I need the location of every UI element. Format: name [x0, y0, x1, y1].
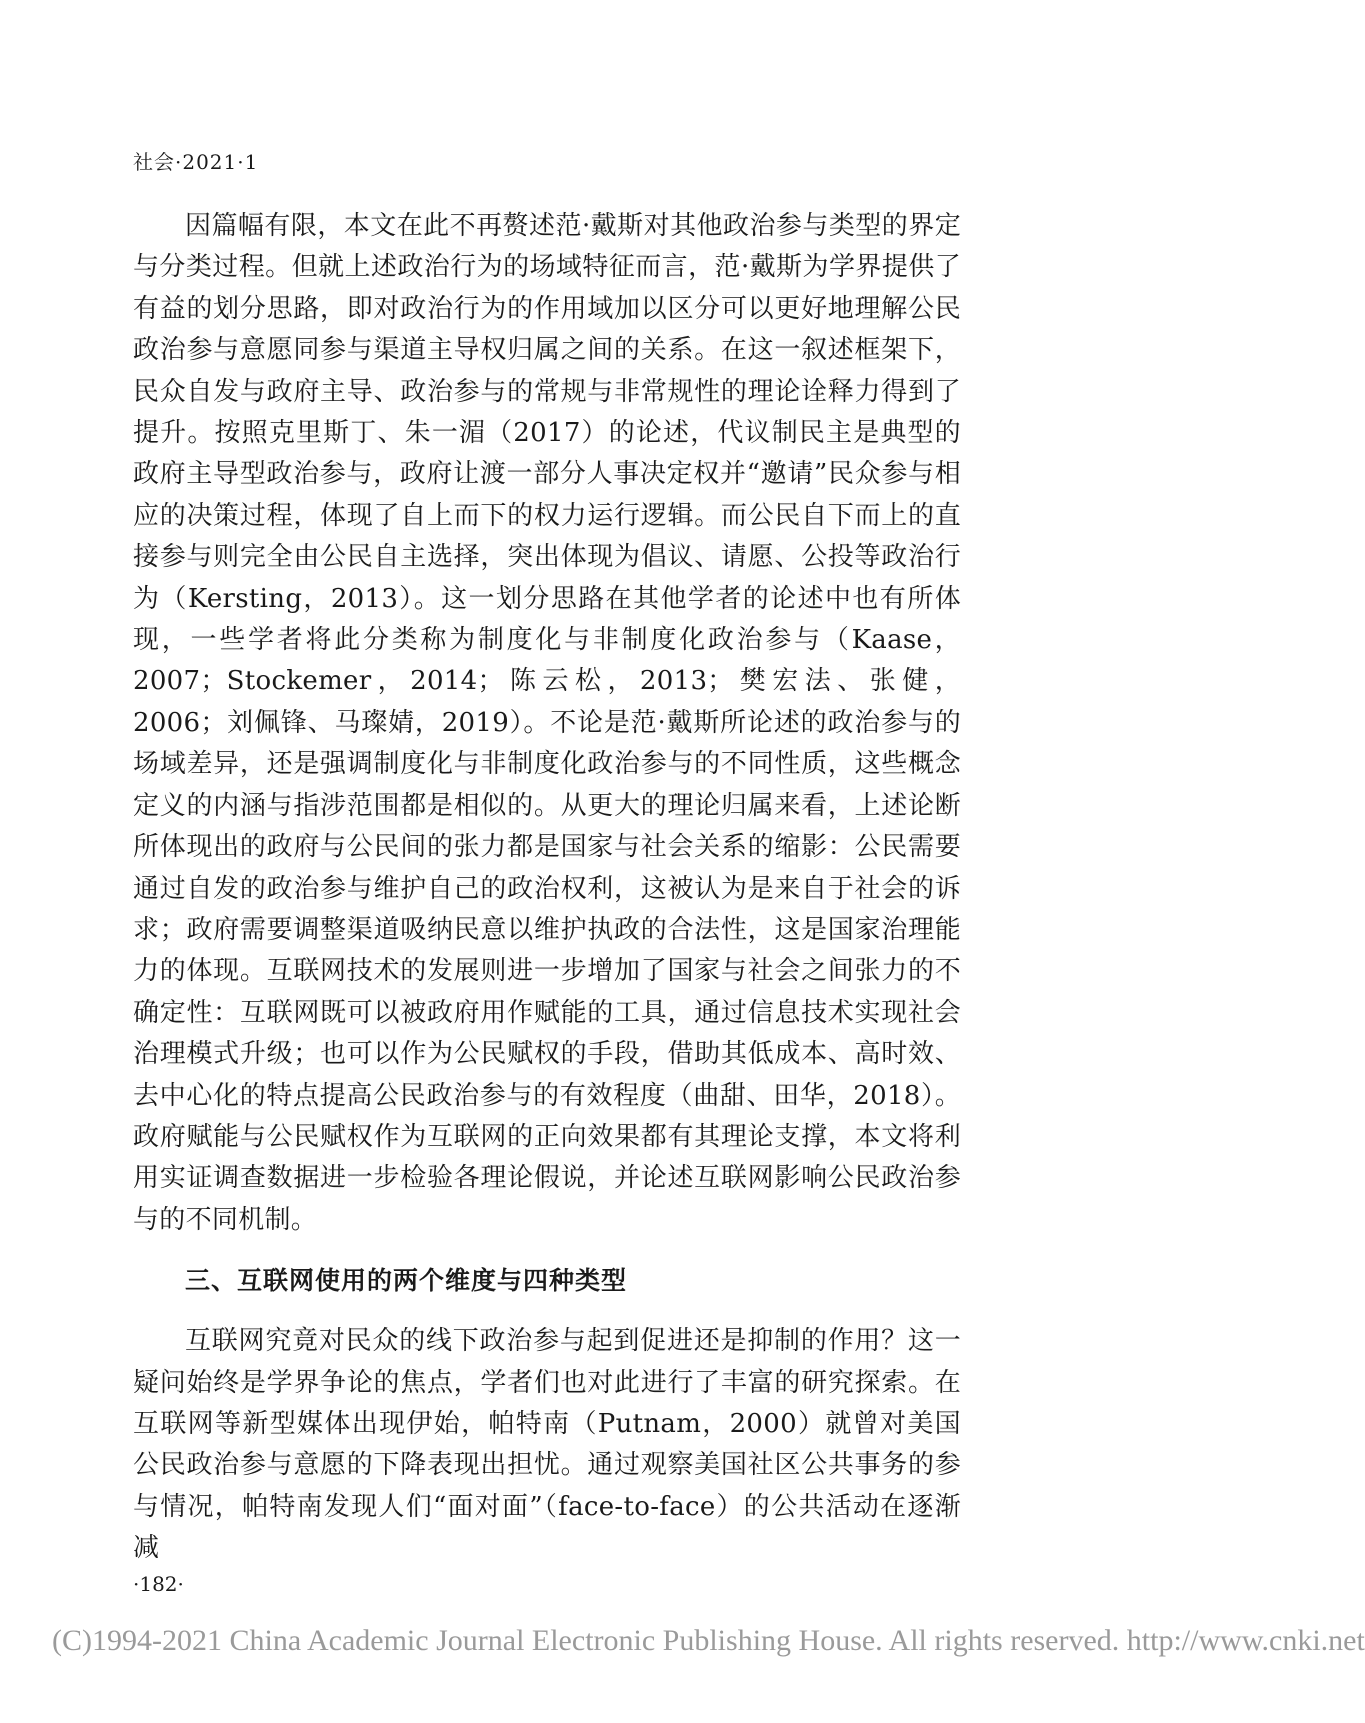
article-body [133, 206, 961, 1570]
copyright-watermark: (C)1994-2021 China Academic Journal Electronic Publishing House. All rights reserved. http://www.cnki.net [52, 1624, 1365, 1657]
page-number: ·182· [133, 1572, 184, 1596]
section-paragraph: 互联网究竟对民众的线下政治参与起到促进还是抑制的作用？这一疑问始终是学界争论的焦点，学者们也对此进行了丰富的研究探索。在互联网等新型媒体出现伊始，帕特南（Putnam，2000）就曾对美国公民政治参与意愿的下降表现出担忧。通过观察美国社区公共事务的参与情况，帕特南发现人们“面对面”（face-to-face）的公共活动在逐渐减 [133, 1326, 961, 1564]
running-header: 社会·2021·1 [133, 150, 259, 174]
section-heading: 三、互联网使用的两个维度与四种类型 [185, 1266, 628, 1296]
body-paragraph: 因篇幅有限，本文在此不再赘述范·戴斯对其他政治参与类型的界定与分类过程。但就上述政治行为的场域特征而言，范·戴斯为学界提供了有益的划分思路，即对政治行为的作用域加以区分可以更好地理解公民政治参与意愿同参与渠道主导权归属之间的关系。在这一叙述框架下，民众自发与政府主导、政治参与的常规与非常规性的理论诠释力得到了提升。按照克里斯丁、朱一湄（2017）的论述，代议制民主是典型的政府主导型政治参与，政府让渡一部分人事决定权并“邀请”民众参与相应的决策过程，体现了自上而下的权力运行逻辑。而公民自下而上的直接参与则完全由公民自主选择，突出体现为倡议、请愿、公投等政治行为（Kersting，2013）。这一划分思路在其他学者的论述中也有所体现，一些学者将此分类称为制度化与非制度化政治参与（Kaase，2007；Stockemer，2014；陈云松，2013；樊宏法、张健，2006；刘佩锋、马璨婧，2019）。不论是范·戴斯所论述的政治参与的场域差异，还是强调制度化与非制度化政治参与的不同性质，这些概念定义的内涵与指涉范围都是相似的。从更大的理论归属来看，上述论断所体现出的政府与公民间的张力都是国家与社会关系的缩影：公民需要通过自发的政治参与维护自己的政治权利，这被认为是来自于社会的诉求；政府需要调整渠道吸纳民意以维护执政的合法性，这是国家治理能力的体现。互联网技术的发展则进一步增加了国家与社会之间张力的不确定性：互联网既可以被政府用作赋能的工具，通过信息技术实现社会治理模式升级；也可以作为公民赋权的手段，借助其低成本、高时效、去中心化的特点提高公民政治参与的有效程度（曲甜、田华，2018）。政府赋能与公民赋权作为互联网的正向效果都有其理论支撑，本文将利用实证调查数据进一步检验各理论假说，并论述互联网影响公民政治参与的不同机制。 [133, 211, 961, 1235]
